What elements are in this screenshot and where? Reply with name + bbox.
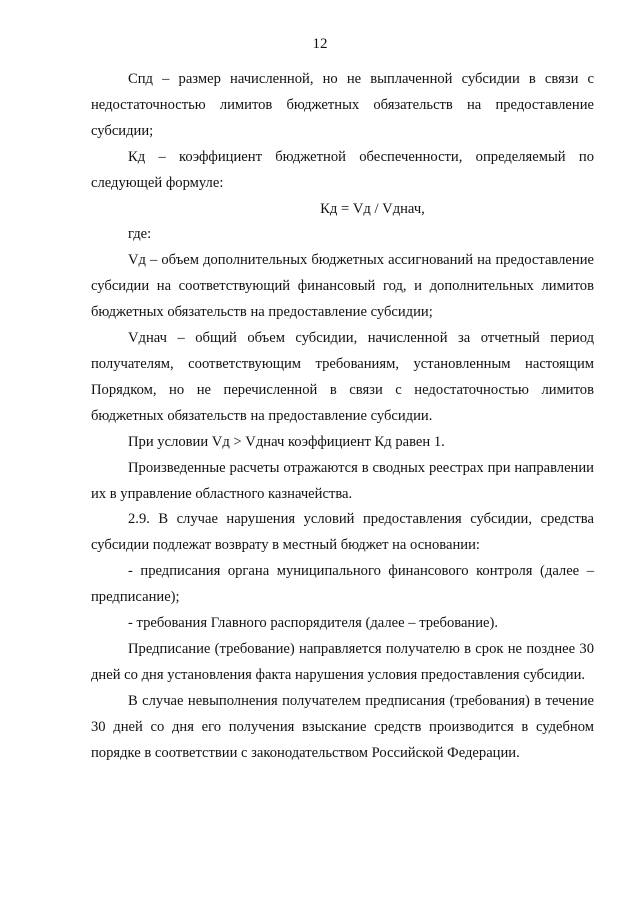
list-item-prescription: - предписания органа муниципального финансового контроля (далее – предписание); [91,563,594,606]
paragraph-vdnach-definition: Vднач – общий объем субсидии, начисленной за отчетный период получателям, соответствующим требованиям, установленным настоящим Порядком, но не перечисленной в связи с недостаточностью лимитов бюджетных обязательств на предоставление субсидии. [91,330,594,424]
formula-kd: Кд = Vд / Vднач, [320,200,425,217]
page-number: 12 [312,36,328,52]
paragraph-vd-definition: Vд – объем дополнительных бюджетных ассигнований на предоставление субсидии на соответствующий финансовый год, и дополнительных лимитов бюджетных обязательств на предоставление субсидии; [91,252,594,321]
paragraph-kd-definition: Кд – коэффициент бюджетной обеспеченности, определяемый по следующей формуле: [91,148,594,191]
list-item-requirement: - требования Главного распорядителя (далее – требование). [128,615,499,632]
paragraph-2-9: 2.9. В случае нарушения условий предоставления субсидии, средства субсидии подлежат возврату в местный бюджет на основании: [91,511,594,554]
paragraph-where: где: [128,226,152,243]
paragraph-condition: При условии Vд > Vднач коэффициент Кд равен 1. [128,433,445,450]
paragraph-spd-definition: Спд – размер начисленной, но не выплаченной субсидии в связи с недостаточностью лимитов бюджетных обязательств на предоставление субсидии; [91,71,594,139]
document-body [91,67,594,766]
paragraph-non-fulfillment: В случае невыполнения получателем предписания (требования) в течение 30 дней со дня его получения взыскание средств производится в судебном порядке в соответствии с законодательством Российской Федерации. [91,692,594,761]
paragraph-prescription-deadline: Предписание (требование) направляется получателю в срок не позднее 30 дней со дня установления факта нарушения условия предоставления субсидии. [91,640,594,683]
paragraph-calculations: Произведенные расчеты отражаются в сводных реестрах при направлении их в управление областного казначейства. [91,459,594,502]
